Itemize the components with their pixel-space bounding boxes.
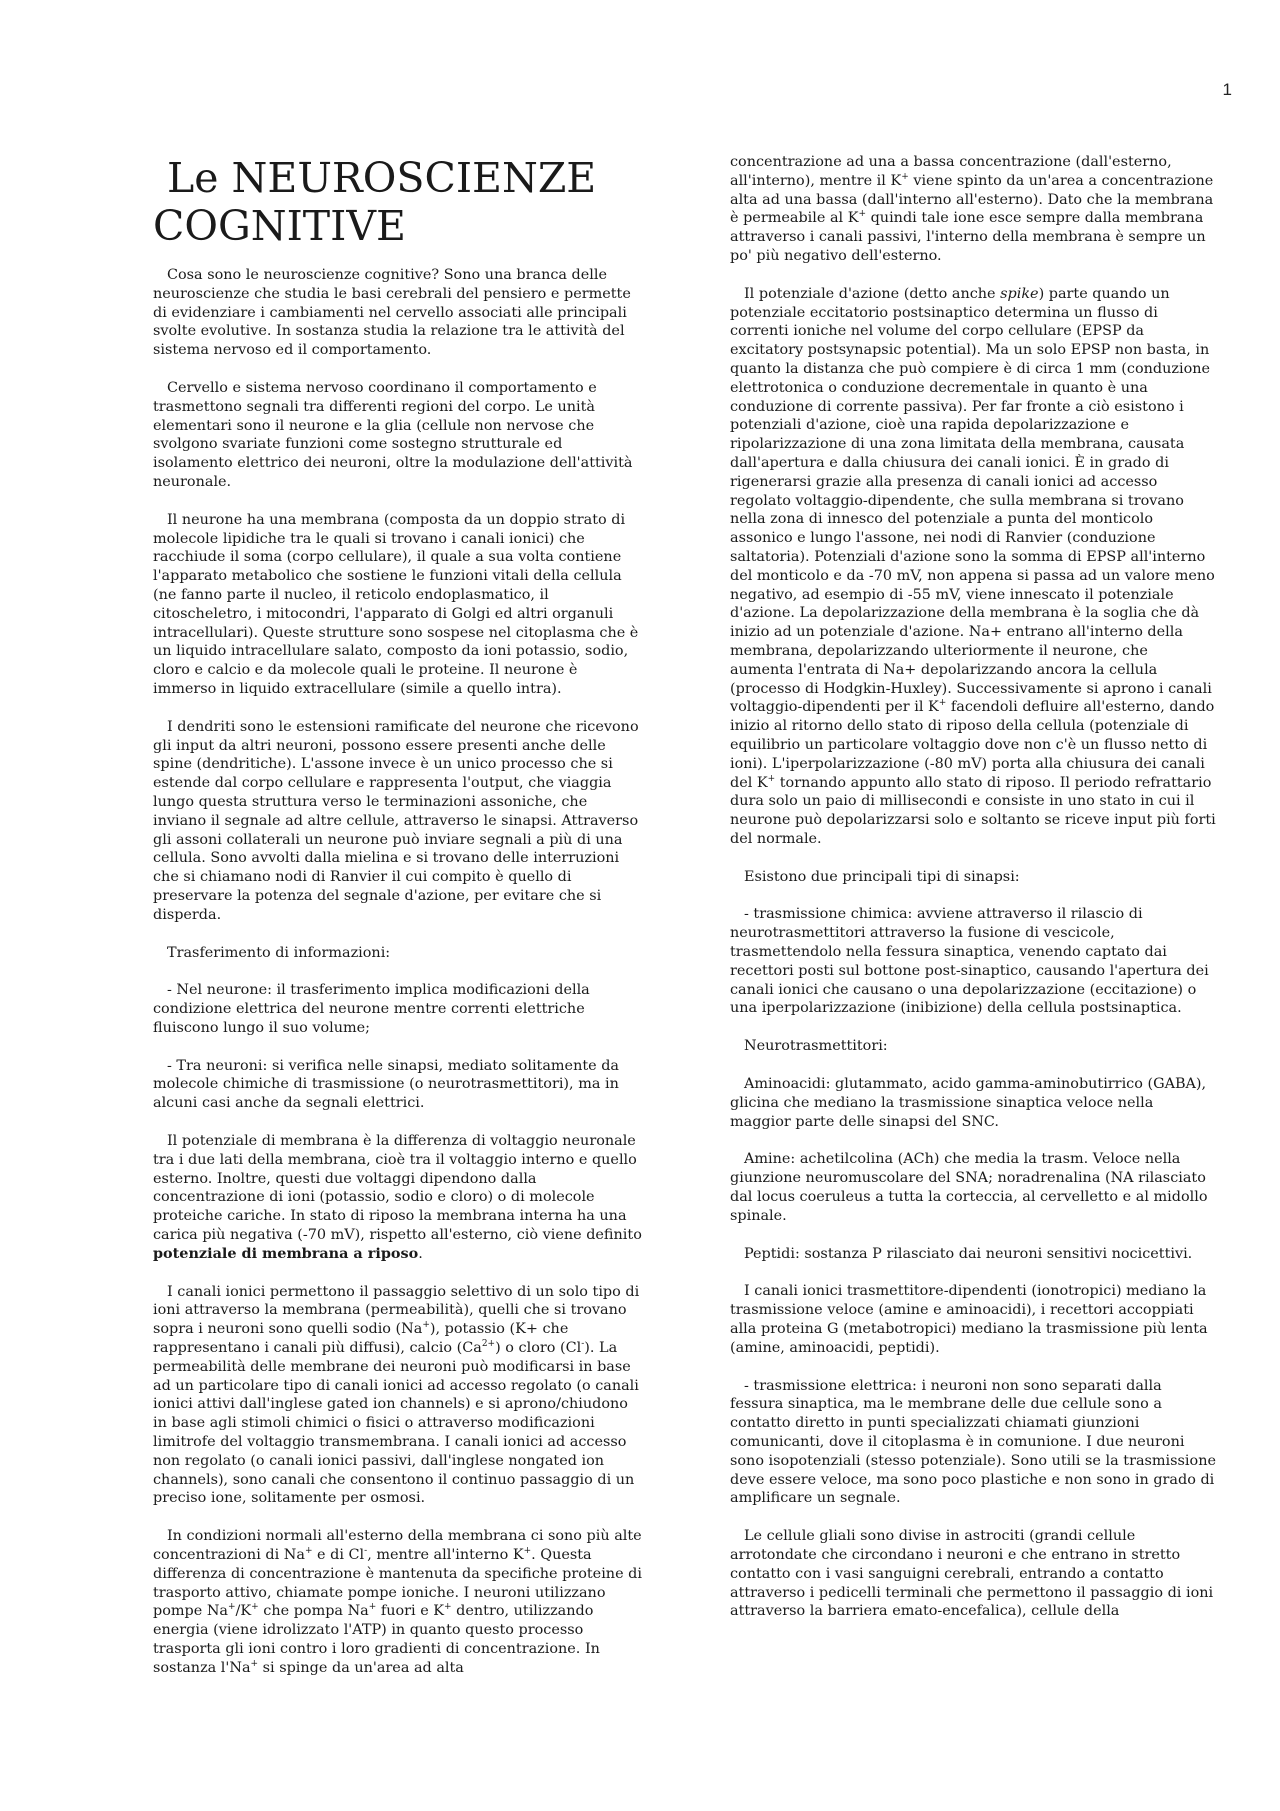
paragraph: Cosa sono le neuroscienze cognitive? Sono una branca delle neuroscienze che studia le basi cerebrali del pensiero e permette di evidenziare i cambiamenti nel cervello associati alle principali svolte evolutive. In sostanza studia la relazione tra le attività del sistema nervoso ed il comportamento. [153,267,631,359]
paragraph: Il potenziale di membrana è la differenza di voltaggio neuronale tra i due lati della membrana, cioè tra il voltaggio interno e quello esterno. Inoltre, questi due voltaggi dipendono dalla concentrazione di ioni (potassio, sodio e cloro) o di molecole proteiche cariche. In stato di riposo la membrana interna ha una carica più negativa (-70 mV), rispetto all'esterno, ciò viene definito potenziale di membrana a riposo. [153,1133,642,1262]
paragraph: Cervello e sistema nervoso coordinano il comportamento e trasmettono segnali tra differenti regioni del corpo. Le unità elementari sono il neurone e la glia (cellule non nervose che svolgono svariate funzioni come sostegno strutturale ed isolamento elettrico dei neuroni, oltre la modulazione dell'attività neuronale. [153,379,633,490]
title-line-1: Le NEUROSCIENZE [167,154,597,202]
paragraph: I canali ionici permettono il passaggio selettivo di un solo tipo di ioni attraverso la membrana (permeabilità), quelli che si trovano sopra i neuroni sono quelli sodio (Na+), potassio (K+ che rappresentano i canali più diffusi), calcio $(Ca^{2+})$ o cloro (Cl-). La permeabilità delle membrane dei neuroni può modificarsi in base ad un particolare tipo di canali ionici ad accesso regolato (o canali ionici attivi dall'inglese gated ion channels) e si aprono/chiudono in base agli stimoli chimici o fisici o attraverso modificazioni limitrofe del voltaggio transmembrana. I canali ionici ad accesso non regolato (o canali ionici passivi, dall'inglese nongated ion channels), sono canali che consentono il continuo passaggio di un preciso ione, solitamente per osmosi. [153,1283,640,1507]
paragraph: Neurotrasmettitori: [744,1038,888,1055]
document-title [153,154,643,250]
paragraph: Il potenziale d'azione (detto anche spike) parte quando un potenziale eccitatorio postsinaptico determina un flusso di correnti ioniche nel volume del corpo cellulare (EPSP da excitatory postsynapsic potential). Ma un solo EPSP non basta, in quanto la distanza che può compiere è di circa 1 mm (conduzione elettrotonica o conduzione decrementale in quanto è una conduzione di corrente passiva). Per far fronte a ciò esistono i potenziali d'azione, cioè una rapida depolarizzazione e ripolarizzazione di una zona limitata della membrana, causata dall'apertura e dalla chiusura dei canali ionici. È in grado di rigenerarsi grazie alla presenza di canali ionici ad accesso regolato voltaggio-dipendente, che sulla membrana si trovano nella zona di innesco del potenziale a punta del monticolo assonico e lungo l'assone, nei nodi di Ranvier (conduzione saltatoria). Potenziali d'azione sono la somma di EPSP all'interno del monticolo e da -70 mV, non appena si passa ad un valore meno negativo, ad esempio di -55 mV, viene innescato il potenziale d'azione. La depolarizzazione della membrana è la soglia che dà inizio ad un potenziale d'azione. Na+ entrano all'interno della membrana, depolarizzando ulteriormente il neurone, che aumenta l'entrata di Na+ depolarizzando ancora la cellula (processo di Hodgkin-Huxley). Successivamente si aprono i canali voltaggio-dipendenti per il K+ facendoli defluire all'esterno, dando inizio al ritorno dello stato di riposo della cellula (potenziale di equilibrio un particolare voltaggio dove non c'è un flusso netto di ioni). L'iperpolarizzazione (-80 mV) porta alla chiusura dei canali del K+ tornando appunto allo stato di riposo. Il periodo refrattario dura solo un paio di millisecondi e consiste in uno stato in cui il neurone può depolarizzarsi solo e soltanto se riceve input più forti del normale. [730,285,1216,847]
paragraph: I canali ionici trasmettitore-dipendenti (ionotropici) mediano la trasmissione veloce (amine e aminoacidi), i recettori accoppiati alla proteina G (metabotropici) mediano la trasmissione più lenta (amine, aminoacidi, peptidi). [730,1283,1208,1356]
page-number: 1 [1222,80,1232,99]
paragraph: - trasmissione elettrica: i neuroni non sono separati dalla fessura sinaptica, ma le membrane delle due cellule sono a contatto diretto in punti specializzati chiamati giunzioni comunicanti, dove il citoplasma è in comunione. I due neuroni sono isopotenziali (stesso potenziale). Sono utili se la trasmissione deve essere veloce, ma sono poco plastiche e non sono in grado di amplificare un segnale. [730,1377,1216,1507]
paragraph: Aminoacidi: glutammato, acido gamma-aminobutirrico (GABA), glicina che mediano la trasmissione sinaptica veloce nella maggior parte delle sinapsi del SNC. [730,1076,1207,1130]
right-column [730,153,1216,1640]
paragraph: Trasferimento di informazioni: [167,944,391,961]
paragraph: In condizioni normali all'esterno della membrana ci sono più alte concentrazioni di Na+ e di Cl-, mentre all'interno K+. Questa differenza di concentrazione è mantenuta da specifiche proteine di trasporto attivo, chiamate pompe ioniche. I neuroni utilizzano pompe Na+/K+ che pompa Na+ fuori e K+ dentro, utilizzando energia (viene idrolizzato l'ATP) in quanto questo processo trasporta gli ioni contro i loro gradienti di concentrazione. In sostanza l'Na+ si spinge da un'area ad alta [153,1528,642,1676]
paragraph: Amine: achetilcolina (ACh) che media la trasm. Veloce nella giunzione neuromuscolare del SNA; noradrenalina (NA rilasciato dal locus coeruleus a tutta la corteccia, al cervelletto e al midollo spinale. [730,1151,1208,1224]
left-column [153,154,643,1697]
paragraph: concentrazione ad una a bassa concentrazione (dall'esterno, all'interno), mentre il K+ viene spinto da un'area a concentrazione alta ad una bassa (dall'interno all'esterno). Dato che la membrana è permeabile al K+ quindi tale ione esce sempre dalla membrana attraverso i canali passivi, l'interno della membrana è sempre un po' più negativo dell'esterno. [730,154,1214,264]
bold-term: potenziale di membrana a riposo [153,1244,419,1262]
paragraph: - trasmissione chimica: avviene attraverso il rilascio di neurotrasmettitori attraverso la fusione di vescicole, trasmettendolo nella fessura sinaptica, venendo captato dai recettori posti sul bottone post-sinaptico, causando l'apertura dei canali ionici che causano o una depolarizzazione (eccitazione) o una iperpolarizzazione (inibizione) della cellula postsinaptica. [730,906,1209,1017]
paragraph: Il neurone ha una membrana (composta da un doppio strato di molecole lipidiche tra le quali si trovano i canali ionici) che racchiude il soma (corpo cellulare), il quale a sua volta contiene l'apparato metabolico che sostiene le funzioni vitali della cellula (ne fanno parte il nucleo, il reticolo endoplasmatico, il citoscheletro, i mitocondri, l'apparato di Golgi ed altri organuli intracellulari). Queste strutture sono sospese nel citoplasma che è un liquido intracellulare salato, composto da ioni potassio, sodio, cloro e calcio e da molecole quali le proteine. Il neurone è immerso in liquido extracellulare (simile a quello intra). [153,511,639,697]
italic-term: spike [1000,285,1039,302]
paragraph: - Tra neuroni: si verifica nelle sinapsi, mediato solitamente da molecole chimiche di trasmissione (o neurotrasmettitori), ma in alcuni casi anche da segnali elettrici. [153,1057,620,1112]
title-line-2: COGNITIVE [153,202,406,250]
paragraph: Peptidi: sostanza P rilasciato dai neuroni sensitivi nocicettivi. [744,1245,1193,1262]
paragraph: - Nel neurone: il trasferimento implica modificazioni della condizione elettrica del neurone mentre correnti elettriche fluiscono lungo il suo volume; [153,982,590,1036]
paragraph: Le cellule gliali sono divise in astrociti (grandi cellule arrotondate che circondano i neuroni e che entrano in stretto contatto con i vasi sanguigni cerebrali, entrando a contatto attraverso i pedicelli terminali che permettono il passaggio di ioni attraverso la barriera emato-encefalica), cellule della [730,1528,1214,1620]
paragraph: I dendriti sono le estensioni ramificate del neurone che ricevono gli input da altri neuroni, possono essere presenti anche delle spine (dendritiche). L'assone invece è un unico processo che si estende dal corpo cellulare e rappresenta l'output, che viaggia lungo questa struttura verso le terminazioni assoniche, che inviano il segnale ad altre cellule, attraverso le sinapsi. Attraverso gli assoni collaterali un neurone può inviare segnali a più di una cellula. Sono avvolti dalla mielina e si trovano delle interruzioni che si chiamano nodi di Ranvier il cui compito è quello di preservare la potenza del segnale d'azione, per evitare che si disperda. [153,718,639,923]
paragraph: Esistono due principali tipi di sinapsi: [744,868,1020,885]
